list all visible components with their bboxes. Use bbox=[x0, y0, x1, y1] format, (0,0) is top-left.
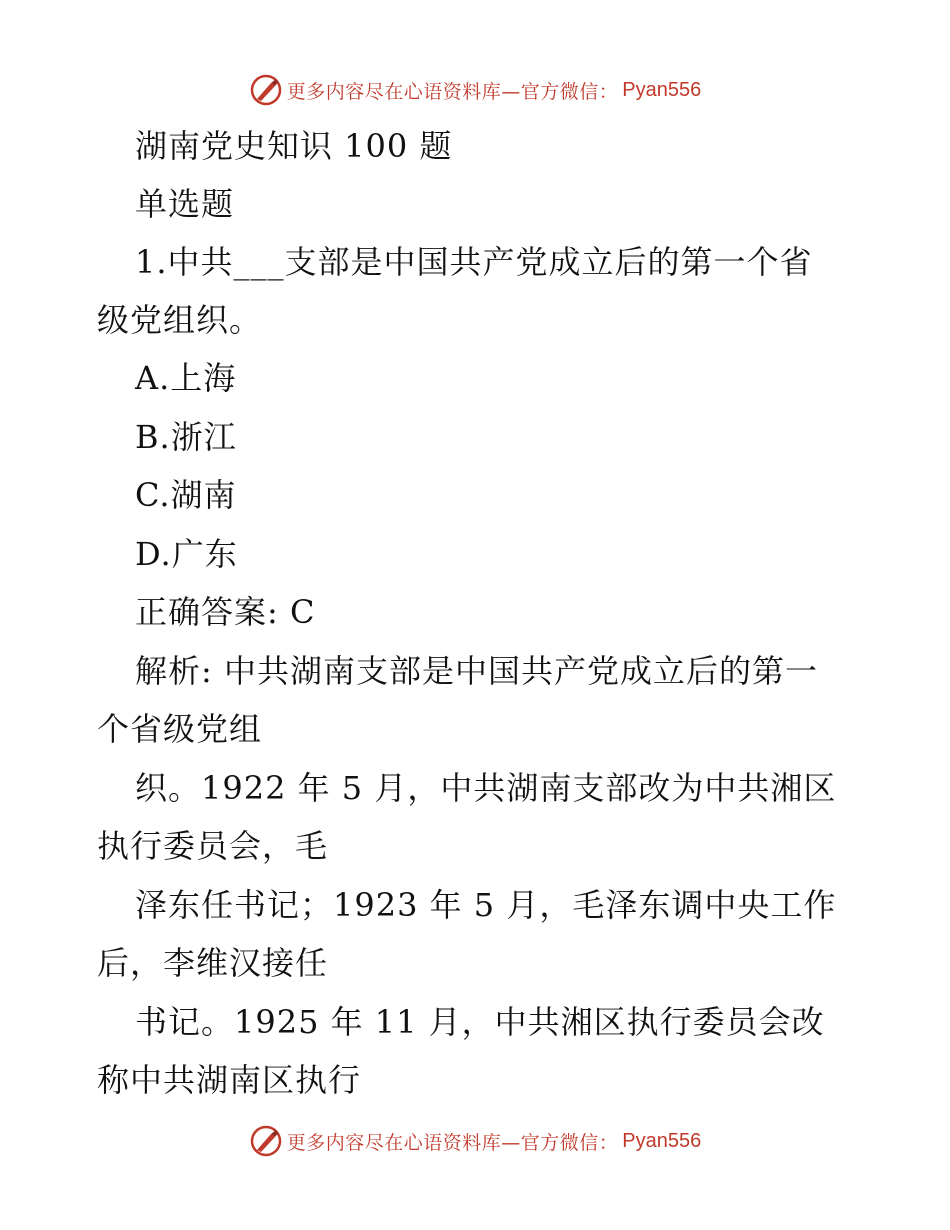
pen-logo-icon bbox=[249, 73, 283, 107]
watermark-id: Pyan556 bbox=[622, 78, 702, 101]
option-a: A.上海 bbox=[135, 359, 237, 397]
explanation-line: 织。1922 年 5 月，中共湖南支部改为中共湘区 bbox=[135, 769, 837, 807]
explanation-line: 个省级党组 bbox=[97, 710, 263, 748]
pen-logo-icon bbox=[249, 1124, 283, 1158]
header-watermark bbox=[0, 70, 950, 110]
watermark-id: Pyan556 bbox=[622, 1129, 702, 1152]
explanation-line: 解析: 中共湖南支部是中国共产党成立后的第一 bbox=[135, 652, 818, 690]
question-text: 1.中共___支部是中国共产党成立后的第一个省 bbox=[135, 243, 813, 281]
explanation-line: 后，李维汉接任 bbox=[97, 944, 329, 982]
watermark-text: 更多内容尽在心语资料库—官方微信： bbox=[286, 80, 619, 103]
explanation-line: 称中共湖南区执行 bbox=[97, 1061, 362, 1099]
option-d: D.广东 bbox=[135, 535, 238, 573]
section-heading: 单选题 bbox=[135, 185, 235, 223]
explanation-line: 泽东任书记；1923 年 5 月，毛泽东调中央工作 bbox=[135, 886, 837, 924]
option-b: B.浙江 bbox=[135, 418, 237, 456]
watermark-text: 更多内容尽在心语资料库—官方微信： bbox=[286, 1131, 619, 1154]
explanation-line: 书记。1925 年 11 月，中共湘区执行委员会改 bbox=[135, 1003, 825, 1041]
footer-watermark bbox=[0, 1121, 950, 1161]
correct-answer: 正确答案: C bbox=[135, 593, 316, 631]
option-c: C.湖南 bbox=[135, 476, 237, 514]
document-title: 湖南党史知识 100 题 bbox=[135, 127, 453, 165]
explanation-line: 执行委员会，毛 bbox=[97, 827, 329, 865]
question-text-continued: 级党组织。 bbox=[97, 301, 263, 339]
